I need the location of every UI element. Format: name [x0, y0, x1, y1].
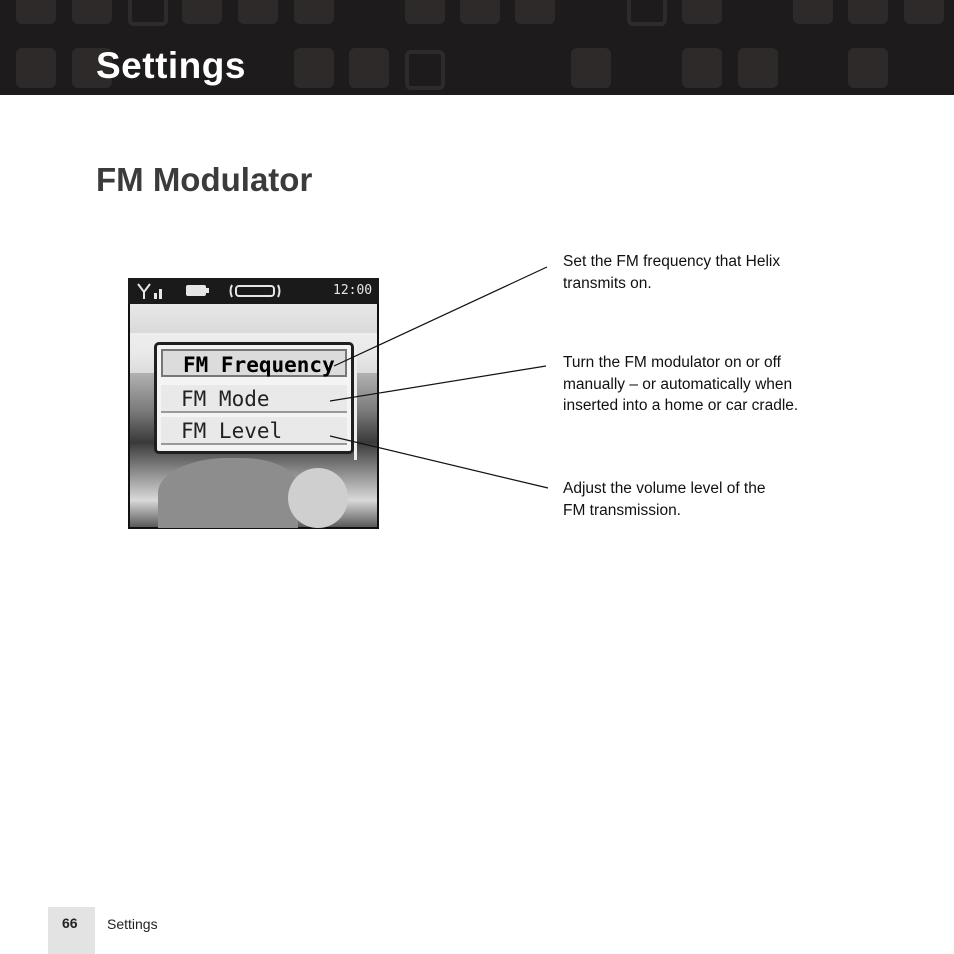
section-title: FM Modulator	[96, 161, 313, 198]
callout-line: Adjust the volume level of the	[563, 480, 766, 497]
page-number: 66	[62, 915, 78, 931]
menu-item-fm-frequency[interactable]: FM Frequency	[161, 349, 347, 377]
callout-fm-mode	[563, 352, 798, 417]
callout-line: Turn the FM modulator on or off	[563, 354, 781, 371]
callout-line: FM transmission.	[563, 501, 681, 519]
menu-item-fm-mode[interactable]: FM Mode	[161, 385, 347, 413]
device-clock: 12:00	[333, 283, 373, 298]
callout-fm-level	[563, 478, 765, 521]
leader-line-level	[330, 436, 548, 488]
callout-line: Set the FM frequency that Helix	[563, 253, 781, 270]
footer-section-label: Settings	[107, 916, 158, 932]
leader-line-mode	[330, 366, 546, 401]
page-header-title: Settings	[96, 45, 246, 86]
leader-line-frequency	[334, 267, 547, 366]
callout-fm-frequency	[563, 251, 780, 294]
callout-line: inserted into a home or car cradle.	[563, 397, 799, 414]
callout-line: manually – or automatically when	[563, 375, 793, 393]
menu-item-fm-level[interactable]: FM Level	[161, 417, 347, 445]
callout-line: transmits on.	[563, 274, 652, 292]
